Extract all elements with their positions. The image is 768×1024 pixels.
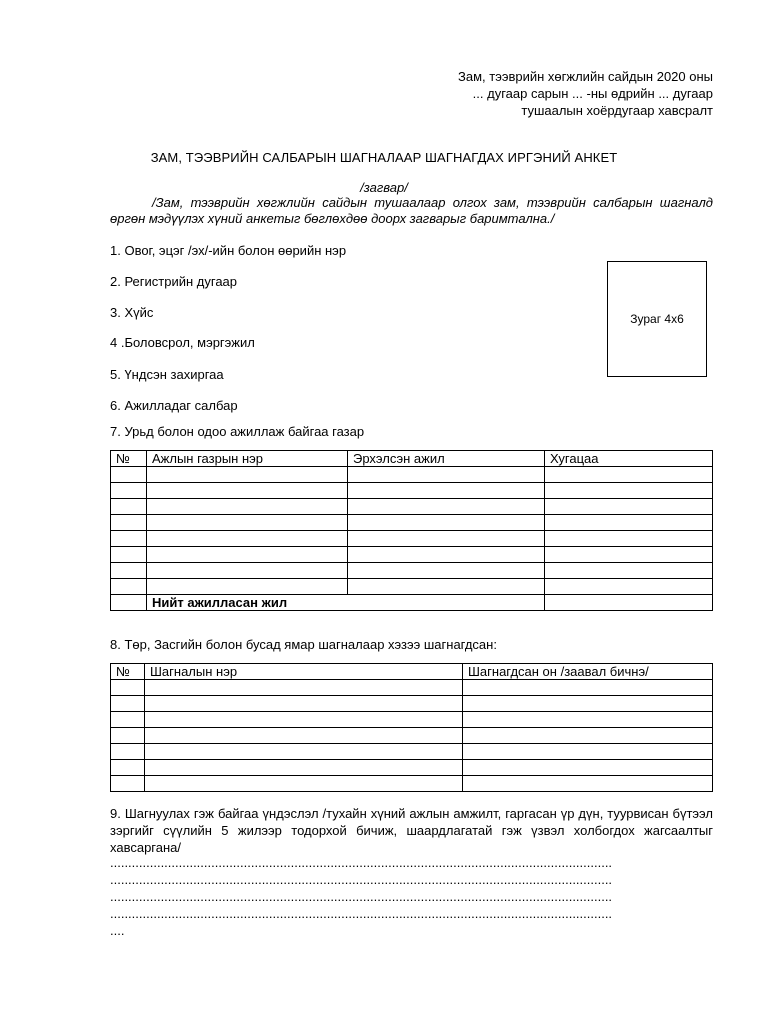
total-row <box>111 595 713 611</box>
table-row <box>111 515 713 531</box>
dotted-line: .... <box>110 923 125 938</box>
template-label: /загвар/ <box>360 180 408 195</box>
photo-placeholder <box>607 261 707 377</box>
order-reference <box>458 68 713 119</box>
field-register-number: 2. Регистрийн дугаар <box>110 274 238 289</box>
dotted-answer-lines <box>110 854 713 939</box>
table-header-row <box>111 664 713 680</box>
dotted-line: ........................................................................................................................................... <box>110 906 613 921</box>
table-row <box>111 467 713 483</box>
field-workplaces: 7. Урьд болон одоо ажиллаж байгаа газар <box>110 424 365 439</box>
table-row <box>111 744 713 760</box>
dotted-line: ........................................................................................................................................... <box>110 889 613 904</box>
work-history-table <box>110 450 713 611</box>
table-row <box>111 483 713 499</box>
dotted-line: ........................................................................................................................................... <box>110 855 613 870</box>
column-header-award-year: Шагнагдсан он /заавал бичнэ/ <box>463 664 713 680</box>
section-9-justification: 9. Шагнуулах гэж байгаа үндэслэл /тухайн хүний ажлын амжилт, гаргасан үр дүн, туурвисан бүтээл зэргийг сүүлийн 5 жилээр тодорхой бичиж, шаардлагатай гэж үзвэл холбогдох жагсаалтыг хавсаргана/ <box>110 806 713 855</box>
order-reference-line-2: ... дугаар сарын ... -ны өдрийн ... дугаар <box>472 86 713 101</box>
photo-label: Зураг 4х6 <box>630 312 684 326</box>
table-row <box>111 579 713 595</box>
table-row <box>111 712 713 728</box>
table-row <box>111 547 713 563</box>
column-header-position: Эрхэлсэн ажил <box>348 451 545 467</box>
instruction-text: /Зам, тээврийн хөгжлийн сайдын тушаалаар олгох зам, тээврийн салбарын шагналд өргөн мэдүүлэх хүний анкетыг бөглөхдөө доорх загварыг баримтална./ <box>110 195 713 226</box>
column-header-duration: Хугацаа <box>545 451 713 467</box>
document-title: ЗАМ, ТЭЭВРИЙН САЛБАРЫН ШАГНАЛААР ШАГНАГДАХ ИРГЭНИЙ АНКЕТ <box>150 150 618 165</box>
table-row <box>111 760 713 776</box>
table-row <box>111 563 713 579</box>
dotted-line: ........................................................................................................................................... <box>110 872 613 887</box>
table-row <box>111 680 713 696</box>
table-row <box>111 696 713 712</box>
field-gender: 3. Хүйс <box>110 305 154 320</box>
table-header-row <box>111 451 713 467</box>
field-awards: 8. Төр, Засгийн болон бусад ямар шагналаар хэзээ шагнагдсан: <box>110 637 497 652</box>
table-row <box>111 728 713 744</box>
table-row <box>111 531 713 547</box>
field-full-name: 1. Овог, эцэг /эх/-ийн болон өөрийн нэр <box>110 243 347 258</box>
column-header-number: № <box>111 664 145 680</box>
table-row <box>111 776 713 792</box>
column-header-number: № <box>111 451 147 467</box>
total-years-label: Нийт ажилласан жил <box>147 595 545 611</box>
column-header-award-name: Шагналын нэр <box>145 664 463 680</box>
field-sector: 6. Ажилладаг салбар <box>110 398 238 413</box>
field-education: 4 .Боловсрол, мэргэжил <box>110 335 255 350</box>
order-reference-line-3: тушаалын хоёрдугаар хавсралт <box>521 103 713 118</box>
column-header-workplace: Ажлын газрын нэр <box>147 451 348 467</box>
field-main-administration: 5. Үндсэн захиргаа <box>110 367 224 382</box>
order-reference-line-1: Зам, тээврийн хөгжлийн сайдын 2020 оны <box>458 69 713 84</box>
awards-table <box>110 663 713 792</box>
table-row <box>111 499 713 515</box>
